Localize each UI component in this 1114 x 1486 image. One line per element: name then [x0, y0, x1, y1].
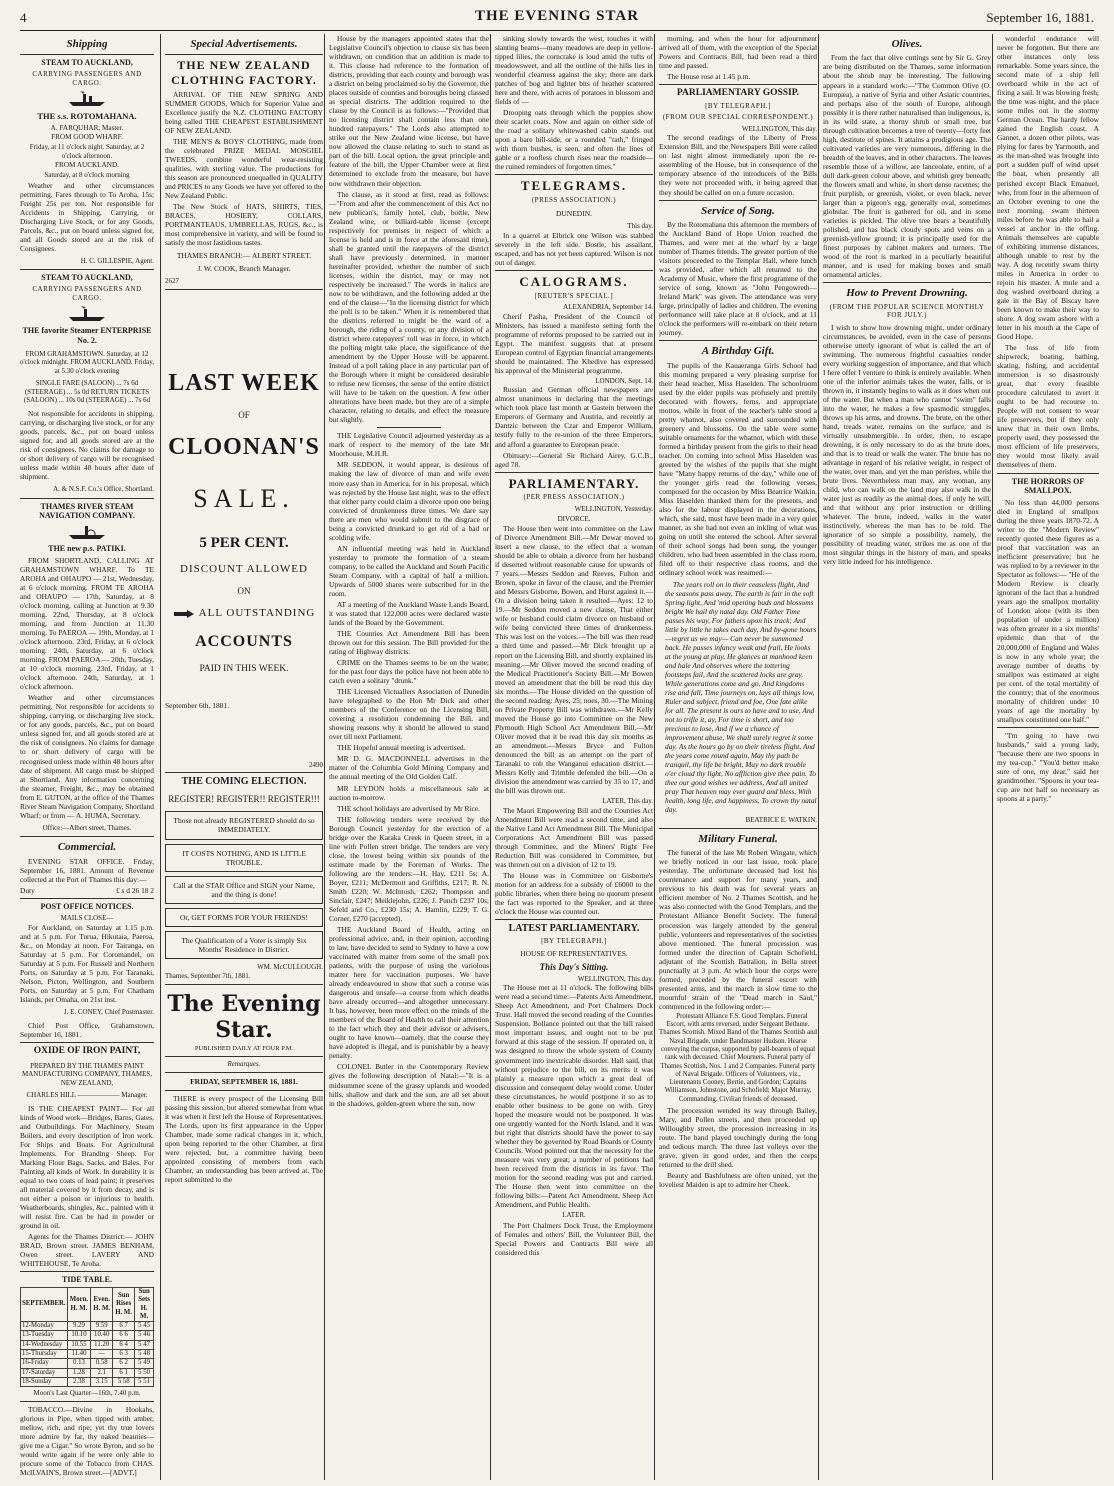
news-item: MR D. G. MACDONNELL advertises in the matter of the Columbia Gold Mining Company and the annual meeting of the Old Golden Calf. — [329, 754, 489, 782]
divider — [165, 984, 323, 985]
news-item: AN influential meeting was held in Auckland yesterday to promote the formation of a steam company, to be called the Auckland and South Pacific Steam Company, with a capital of half a million. Upwards of 5000 shares were subscribed for in the room. — [329, 543, 489, 598]
duty-amount: £ s d 26 18 2 — [116, 885, 154, 895]
post-office-subtitle: MAILS CLOSE— — [60, 913, 114, 922]
news-item: MR LEYDON holds a miscellaneous sale at auction to-morrow. — [329, 783, 489, 802]
column-local-news — [654, 34, 821, 1480]
tide-cell: 6 2 — [113, 1359, 135, 1368]
divider — [165, 772, 323, 773]
oxide-paint-text: IS THE CHEAPEST PAINT— For all kinds of Wood work—Bridges, Barns, Gates, and Outbuildings. For Machinery, Steam Boilers, and every description of Iron work. For Ships and Boats. For Agricultural Implements. For Branding Sheep. For Marking Flour Bags, Sacks, and Bales. For Painting all kinds of Work. In durability it is equal to two coats of lead paint; it preserves all material covered by it from decay, and is not either a poison or injurious to health. Weatherboards, shingles, &c., painted with it will resist fire. Can be had in powder or ground in oil. — [20, 1103, 154, 1231]
sale-outstanding-line — [165, 607, 323, 620]
divider — [659, 340, 817, 341]
tide-cell: 5 58 — [113, 1377, 135, 1386]
tobacco-ad: TOBACCO.—Divine in Hookahs, glorious in Pipe, when tipped with amber, mellow, rich, and ripe; yet thy true lovers more admire by far, thy naked beauties—give me a Cigar." So wrote Byron, and so he would write again if he were only able to procure some of the Tobacco from CHAS. McILVAIN'S, Brown street.—[ADVT.] — [20, 1404, 154, 1477]
news-item: MR SEDDON, it would appear, is desirous of making the law of divorce of man and wife even more easy than in America, for in his proposal, which was rejected by the House last night, was to the effect that either party could claim a divorce upon one being convicted of drunkenness three times. We dare say there are men who would submit to the disgrace of being a convicted drunkard to get rid of a bad or scolding wife. — [329, 460, 489, 542]
sale-paid: PAID IN THIS WEEK. — [199, 663, 289, 674]
ship-notice: Weather and other circumstances permitting. Not responsible for accidents to shipping, carrying, or discharging live stock, or for any goods, parcels, &c., put on board unless signed for, and all goods stored are at the risk of consignees. No claims for damage to or short delivery of cargo will be recognised unless made within 48 hours after date of shipment. All cargo must be shipped at Shortland. Any information concerning the steamer, Freight, &c., may be obtained from E. GUTON, at the office of the Thames River Steam Navigation Company, Shortland Wharf; or from — A. HUMA, Secretary. — [20, 693, 154, 820]
ship-agent: A. & N.S.F. Co.'s Office, Shortland. — [53, 485, 154, 494]
published-notice: PUBLISHED DAILY AT FOUR P.M. — [194, 1045, 294, 1053]
sale-discount: DISCOUNT ALLOWED — [180, 562, 308, 575]
ship-notice: Not responsible for accidents in shipping, carrying, or discharging live stock, or for any goods, parcels, &c., put on board unless signed for, and all goods stored are at the risk of consignees. No claims for damage to or short delivery of cargo will be recognised unless made within 48 hours after date of shipment. — [20, 408, 154, 482]
tide-cell: 16-Friday — [21, 1359, 68, 1368]
editorial-paragraph: House by the managers appointed states that the Legislative Council's objection to clause six has been withdrawn, on condition that an addition is made to it. This clause had reference to the formation of districts, providing that each county and borough was a district on being proclaimed so by the Governor, the places outside of counties and boroughs being classed as special districts. The addition required to the clause by the Council is as follows:—"Provided that no licensing district shall contain less than one hundred ratepayers." The Lords also attempted to strike out the New Zealand wine license, but have now allowed the clause relating to such to stand as part of the bill. Local option, the great principle and feature of the bill, the Upper Chamber were at first determined to exclude from the measure, but have now withdrawn their objection. — [329, 34, 489, 188]
olives-text: From the fact that olive cuttings sent by Sir G. Grey are being distributed on the Thames, some information about the shrub may be interesting. The following appears in a standard work:—"The Common Olive (O. Europæa), a native of Syria and other Asiatic countries, and perhaps also of the south of Europe, although possibly it is there rather naturalised than indigenous, is, in its wild state, a thorny shrub or small tree, but through cultivation becomes a tree of twenty—forty feet high, destitute of spines. It attains a prodigious age. The cultivated varieties are very numerous, differing in the breadth of the leaves, and in other characters. The leaves resemble those of a willow, are lanceolate, entire, of a dull dark-green colour above, and whitish grey beneath; the flowers small and white, in short dense racemes; the fruit purplish, or greenish, violet, or even black, never larger than a pigeon's egg, generally oval, sometimes globular. The fruit is gathered for oil, and in some varieties is pickled. The olive tree bears a beautifully polished, and has black cloudy spots and veins on a greenish-yellow ground; it is principally used for the finest purposes by cabinet makers and turners. The wood of the root is marked in a peculiarly beautiful manner, and is used for making boxes and small ornamental articles. — [823, 53, 991, 280]
ship-from-wharf-time: Friday, at 11 o'clock night. Saturday, at 2 o'clock afternoon. — [29, 143, 145, 160]
news-item: THE Licensed Victuallers Association of Dunedin have telegraphed to the Hon Mr Dick and other members of the Conference on the Licensing Bill, covering a resolution condemning the Bill, and showing reasons why it should be allowed to stand over till next Parliament. — [329, 687, 489, 742]
tide-cell: 3.15 — [91, 1377, 113, 1386]
calograms-source: [REUTER'S SPECIAL.] — [534, 291, 614, 300]
dateline: LATER. — [562, 1211, 586, 1220]
tide-cell: 2.38 — [67, 1377, 91, 1386]
ad-title: STEAM TO AUCKLAND, — [41, 58, 133, 68]
nz-clothing-text: ARRIVAL OF THE NEW SPRING AND SUMMER GOODS, Which for Superior Value and Excellence justify the N.Z. CLOTHING FACTORY being called THE CHEAPEST ESTABLISHMENT OF NEW ZEALAND. — [165, 89, 323, 135]
ship-fares: SINGLE FARE (SALOON) ... 7s 6d (STEERAGE) ... 5s 0d RETURN TICKETS (SALOON) ... 10s 0d (STEERAGE) ... 7s 6d — [23, 379, 151, 405]
column-telegrams — [490, 34, 657, 1480]
section-telegrams: TELEGRAMS. — [520, 178, 628, 194]
tide-row — [21, 1377, 154, 1386]
column-advertisements — [160, 34, 327, 1480]
paddle-steamer-icon — [67, 523, 107, 541]
sale-all-outstanding: ALL OUTSTANDING — [198, 606, 316, 619]
calogram-text: Obituary:—General Sir Richard Airey, G.C.B., aged 78. — [495, 450, 653, 469]
tide-cell: 5 49 — [135, 1359, 154, 1368]
tide-cell: 6 7 — [113, 1322, 135, 1331]
tide-cell: 5 48 — [135, 1349, 154, 1358]
ship-office: Office:—Albert street, Thames. — [42, 823, 132, 832]
nz-clothing-title: THE NEW ZEALAND CLOTHING FACTORY. — [171, 58, 317, 88]
news-item: THE Legislative Council adjourned yesterday as a mark of respect to the memory of the late Mr Moorhouse, M.H.R. — [329, 431, 489, 459]
drowning-source: (FROM THE POPULAR SCIENCE MONTHLY FOR JULY.) — [829, 302, 985, 320]
telegram-text: In a quarrel at Elbrick one Wilson was stabbed severely in the left side. Bostle, his assailant, escaped, and has not yet been captured. Wilson is not out of danger. — [495, 230, 653, 267]
section-parliamentary: PARLIAMENTARY. — [508, 475, 640, 491]
register-box: Or, GET FORMS FOR YOUR FRIENDS! — [165, 908, 323, 927]
tide-cell: 11.40 — [67, 1349, 91, 1358]
news-paragraph: sinking slowly towards the west, touches it with slanting beams—many meadows are deep in yellow-tipped lilies, the corncrake is loud amid the tufts of meadowsweet, and all the outline of the hills lies in wonderful clearness against the sky; there are dark patches of bog and lighter bits of heather scattered here and there, with acres of potatoes in blossom and fields of — — [495, 34, 653, 107]
moon-phase: Moon's Last Quarter—16th, 7.40 p.m. — [33, 1389, 141, 1398]
tide-cell: 2.1 — [91, 1368, 113, 1377]
paper-nameplate: The Evening Star. — [167, 990, 321, 1044]
calogram-text: Cherif Pasha, President of the Council of Ministers, has issued a manifesto setting forth the programme of reforms proposed to be carried out in Egypt. The manifest suggests that at present European control of Egyptian financial arrangements should be maintained. The Khedive has expressed his approval of the Ministerial programme. — [495, 311, 653, 375]
oxide-paint-manager: CHARLES HILL —————— Manager. — [26, 1091, 148, 1100]
duty-label: Duty — [20, 885, 35, 895]
sale-accounts: ACCOUNTS — [195, 633, 293, 651]
sale-last-week: LAST WEEK — [168, 370, 320, 396]
dateline: DUNEDIN. — [555, 208, 593, 218]
ship-name: THE favorite Steamer ENTERPRISE No. 2. — [22, 326, 152, 345]
section-service-of-song: Service of Song. — [701, 204, 775, 217]
divider — [495, 174, 653, 175]
ship-master: A. FARQUHAR, Master. — [50, 123, 124, 132]
news-item: THE following tenders were received by the Borough Council yesterday for the erection of a bridge over the Karaka Creek in Queen street, in a line with Pollen street bridge. The tenders are very close, the lowest being within six pounds of the estimate made by the Foreman of Works. The following are the tenders:—H. Hay, £211 5s; A. Boyer, £211; McDermott and Griffiths, £217; R. N. Smith £220; W. McIntosh, £262; Thompson and Sinclair, £247; Meiklejohn, £226; J. Punch £237 10s; Sefeld and Co., £230 15s; A. Hamlin, £229; T. G. Corner, £270 (accepted). — [329, 814, 489, 923]
tide-table — [20, 1287, 154, 1387]
tide-cell: 5 51 — [135, 1377, 154, 1386]
tide-cell: 10.40 — [91, 1331, 113, 1340]
tide-cell: 1.28 — [67, 1368, 91, 1377]
ship-name: THE s.s. ROTOMAHANA. — [37, 111, 137, 122]
nz-clothing-manager: J. W. COOK, Branch Manager. — [197, 264, 291, 274]
funeral-order: Protestant Alliance F.S. Good Templars. Funeral Escort, with arms reversed, under Sergeant Bethune. Thames Scottish. Mixed Band of the Thames Scottish and Naval Brigade, under Bandmaster Hudson. Hearse conveying the corpse, supported by pall-bearers of equal rank with deceased. Chief Mourners. Funeral party of Thames Scottish, Nos. 1 and 2 Companies. Funeral party of Naval Brigade. Officers of Volunteers, viz., Lieutenants Cooney, Bertie, and Gordon; Captains Williamson, Johnstone, and Schofield; Major Murray, Commanding. Civilian friends of deceased. — [659, 1012, 817, 1103]
divider — [20, 1271, 154, 1272]
sale-title: SALE. — [193, 483, 295, 513]
tide-cell: 11.20 — [91, 1340, 113, 1349]
divider — [997, 727, 1099, 728]
latest-source: [BY TELEGRAPH.] — [541, 937, 607, 946]
ship-notice: Weather and other circumstances permitting. Fares through to To Aroha, 15s; Freight 25s per ton. Not responsible for Accidents in Shipping, Carrying, or Discharging Live Stock, or for any Goods, Parcels, &c., put on board unless signed for, and all Goods stored are at the risk of Consignees. — [20, 180, 154, 253]
tide-cell: 6 3 — [113, 1349, 135, 1358]
divider — [20, 1042, 154, 1043]
section-birthday-gift: A Birthday Gift. — [701, 345, 775, 358]
newspaper-columns — [20, 34, 1099, 1480]
ship-agent: H. C. GILLESPIE, Agent. — [80, 256, 154, 265]
smallpox-text: No less than 44,000 persons died in England of smallpox during the three years 1870-72. A writer to the "Modern Review" recently quoted these figures as a proof that vaccination was an inefficient preservative; but he was replied to by a reviewer in the Spectator as follows:— "He of the Modern Review is clearly ignorant of the fact that a hundred years ago the smallpox mortality of London alone (with its then population of under a million) was often greater in a six months' epidemic than that of the 20,000,000 of England and Wales is now in any whole year; the average number of deaths by smallpox was estimated at eight per cent. of the total mortality of the country; that of the enormous mortality of children under 10 years of age the mortality by smallpox constituted one half." — [997, 498, 1099, 724]
nz-clothing-branch: THAMES BRANCH:— ALBERT STREET. — [176, 251, 312, 261]
tide-cell: 6 1 — [113, 1368, 135, 1377]
post-office-title: POST OFFICE NOTICES. — [40, 901, 134, 911]
section-latest-parliamentary: LATEST PARLIAMENTARY. — [508, 922, 640, 934]
page-number: 4 — [20, 10, 27, 25]
tide-cell: 5 50 — [135, 1368, 154, 1377]
post-office-date: Chief Post Office, Grahamstown, September 16, 1881. — [20, 1020, 154, 1039]
divider — [20, 269, 154, 270]
parliamentary-text: The Maori Empowering Bill and the Counties Act Amendment Bill were read a second time, and also the Native Land Act Amendment Bill. The Municipal Corporations Act Amendment Bill was passed through Committee, and the Miners' Right Fee Reduction Bill was considered in Committee, but was thrown out on a division of 12 to 19. — [495, 805, 653, 869]
song-text: By the Rotomahana this afternoon the members of the Auckland Band of Hope Union reached the Thames, and were met at the wharf by a large number of Thames friends. The greater portion of the visitors proceeded to the Templar Hall, where lunch was provided, after which all returned to the Academy of Music, where the first programme of the service of song, known as "John Pengowreth—Ireland Mark" was given. The attendance was very large, principally of ladies and children. The evening performance will take place at 8 o'clock, and at 11 o'clock the performers will re-embark on their return journey. — [659, 219, 817, 338]
dateline: LATER, This day. — [602, 797, 653, 805]
anecdote: "I'm going to have two husbands," said a young lady, "because there are two spoons in my tea-cup." "You'd better make sure of one, my dear," said her grandmother. "Spoons in your tea-cup are not half so necessary as spoons at a party." — [997, 730, 1099, 803]
column-miscellany — [992, 34, 1099, 1480]
divider — [823, 282, 991, 283]
tide-header-cell: Morn. H. M. — [67, 1287, 91, 1321]
ship-from-auckland-time: Saturday, at 8 o'clock morning — [44, 170, 130, 179]
newspaper-title: THE EVENING STAR — [474, 8, 640, 24]
post-office-text: For Auckland, on Saturday at 1.15 p.m. and at 5 p.m. For Turua, Hikutaia, Paeroa, &c., on Monday at noon. For Tairanga, on Saturday at 5 p.m. For Coromandel, on Saturday at 5 p.m. For Russell and Northern Ports, on Saturday at 5 p.m. For Taranaki, Nelson, Picton, Wellington, and Southern Ports, on Saturday at 5 p.m. For Chatham Islands, per Omaha, on 21st inst. — [20, 923, 154, 1005]
divider — [20, 1401, 154, 1402]
parliamentary-source: (PER PRESS ASSOCIATION.) — [523, 493, 625, 502]
gossip-source: [BY TELEGRAPH.] — [705, 101, 771, 110]
tide-cell: — — [91, 1349, 113, 1358]
tide-cell: 5 46 — [135, 1331, 154, 1340]
tide-cell: 10.10 — [67, 1331, 91, 1340]
divider — [20, 54, 154, 55]
tide-cell: 14-Wednesday — [21, 1340, 68, 1349]
issue-date: September 16, 1881. — [986, 10, 1094, 25]
register-signature: WM. McCULLOUGH. — [257, 963, 323, 972]
ship-from-wharf: FROM GOOD WHARF. — [51, 133, 123, 142]
ad-number: 2490 — [309, 760, 323, 769]
tide-row — [21, 1331, 154, 1340]
divider — [495, 472, 653, 473]
postmaster-signature: J. E. CONEY, Chief Postmaster. — [63, 1008, 154, 1017]
section-special-advertisements: Special Advertisements. — [190, 38, 298, 50]
sitting-text: The House met at 11 o'clock. The following bills were read a second time:—Patents Acts Amendment, Sheep Act Amendment, and Port Chalmers Dock Trust. Hall moved the second reading of the Counties Suspension. Bollance pointed out that the bill raised most important issues, and ought not to be put forward at this stage of the session. If operated on, it was designed to throw the whole system of County government into inextricable disorder. Hall said, that without prejudice to the bill, on its merits it was plainly a measure upon which a great deal of discussion and consequent delay would come. Under these circumstances, he would postpone it so as to enable other business to be gone on with. Grey hoped the measure would not be postponed. It was one urgently wanted for the North Island, and it was but right that districts should have the power to say whether they be governed by Road Boards or County Councils. Wood pointed out that the necessity for the measure was very great; a number of petitions had been received from the districts in its favor. The motion for the second reading was put and carried. The House then went into committee on the following bills:—Patent Act Amendment, Sheep Act Amendment, and Public Health. — [495, 983, 653, 1210]
tide-header-cell: Sun Rises H. M. — [113, 1287, 135, 1321]
tide-cell: 17-Saturday — [21, 1368, 68, 1377]
gossip-text: The second readings of the Liberty of Press Extension Bill, and the Newspapers Bill were called on last night almost immediately upon the re-assembling of the House, but in consequence of the temporary absence of the introducers of the Bills they were not proceeded with, it being agreed that they should be called on on a future occasion. — [659, 133, 817, 197]
oxide-paint-subtitle: PREPARED BY THE THAMES PAINT MANUFACTURING COMPANY, THAMES, NEW ZEALAND, — [21, 1061, 153, 1087]
tide-cell: 9.29 — [67, 1322, 91, 1331]
ship-from-auckland: FROM AUCKLAND. — [55, 161, 119, 170]
verse-author: BEATRICE E. WATKIN. — [745, 816, 817, 825]
divider — [165, 1090, 323, 1091]
duty-line — [20, 886, 154, 895]
oxide-paint-agents: Agents for the Thames District:— JOHN BRAD, Brown street. JAMES BENHAM, Owen street. LAVERY AND WHITEHOUSE, Te Aroha. — [20, 1232, 154, 1269]
tide-cell: 9.59 — [91, 1322, 113, 1331]
dateline: WELLINGTON, This day. — [577, 974, 653, 983]
section-smallpox: THE HORRORS OF SMALLPOX. — [1011, 476, 1085, 496]
divider — [165, 289, 323, 290]
gift-text: The pupils of the Kauaeranga Girls School had this morning prepared a very pleasing surprise for their head teacher, Miss Haselden. The schoolroom used by the elder pupils was profusely and prettily decorated with flowers, ferns, and appropriate mottos, while in front of the teacher's table stood a pretty whatnot, also covered and surrounded with greenery and blossoms. On the table were some suitable ornaments for the whatnot, which with these formed a birthday present from the girls to their head teacher. On coming into school Miss Haselden was greeted by the wishes of the pupils that she might have "Many happy returns of the day," while one of the younger girls read the following verses, composed for the occasion by Miss Beatrice Watkin. Miss Haselden thanked them for the presents, and also for the labour displayed in the decorations, which, she said, must have been made in a very quiet manner, as she had not even an inkling of what was going on until she entered the school. After several of their school songs had been sung, the younger children, who had been assembled in the class room, filed off to their respective class rooms, and the ordinary school work was resumed:— — [659, 360, 817, 578]
ship-times: FROM GRAHAMSTOWN. Saturday, at 12 o'clock midnight. FROM AUCKLAND. Friday, at 5.30 o'clock evening — [20, 349, 155, 375]
section-commercial: Commercial. — [57, 841, 117, 854]
sale-discount-percent: 5 PER CENT. — [199, 535, 289, 552]
tide-cell: 10.55 — [67, 1340, 91, 1349]
editorial-date: FRIDAY, SEPTEMBER 16, 1881. — [190, 1076, 298, 1086]
editorial-text: THERE is every prospect of the Licensing Bill passing this session, but altered somewhat from what it was when it first left the House of Representatives. The Lords, upon its first appearance in the Upper Chamber, made some radical changes in it, which, upon being reported to the other Chamber, at first were rejected, but, a committee having been appointed consisting of members from each Chamber, an understanding has been arrived at. The report submitted to the — [165, 1093, 323, 1185]
divider — [659, 84, 817, 85]
pointing-hand-icon — [173, 609, 195, 619]
dateline: ALEXANDRIA, September 14. — [563, 303, 653, 312]
tide-cell: 15-Thursday — [21, 1349, 68, 1358]
register-box: IT COSTS NOTHING, AND IS LITTLE TROUBLE. — [165, 844, 323, 872]
divider — [165, 1056, 323, 1057]
register-banner: REGISTER! REGISTER!! REGISTER!!! — [168, 794, 320, 805]
sitting-title: This Day's Sitting. — [539, 961, 609, 972]
ad-number: 2627 — [165, 277, 179, 286]
tide-header-cell: Sun Sets H. M. — [135, 1287, 154, 1321]
oxide-paint-title: OXIDE OF IRON PAINT, — [33, 1045, 141, 1056]
ad-subtitle: CARRYING PASSENGERS AND CARGO. — [32, 285, 142, 302]
tide-cell: 12-Monday — [21, 1322, 68, 1331]
news-item: THE Counties Act Amendment Bill has been thrown out for this session. The Bill provided for the rating of Highway districts. — [329, 629, 489, 657]
subhead-divorce: DIVORCE. — [557, 514, 591, 523]
dateline: WELLINGTON, Yesterday. — [574, 505, 653, 513]
section-drowning: How to Prevent Drowning. — [846, 287, 968, 300]
sitting-text: The House rose at 1.45 p.m. — [667, 72, 751, 82]
gossip-correspondent: (FROM OUR SPECIAL CORRESPONDENT.) — [662, 113, 814, 122]
divider — [165, 54, 323, 55]
beauty-note: Beauty and Bashfulness are often united, yet the loveliest Maiden is apt to admire her Cheek. — [659, 1171, 817, 1190]
tide-cell: 6 4 — [113, 1340, 135, 1349]
birthday-verse: The years roll on in their ceaseless flight, And the seasons pass away, The earth is fair in the soft Spring light, And 'mid opening buds and blossoms bright We hail thy natal day. Old Father Time passes his way, For fathers upon his track; And little by little he takes each day, And by-gone hours—regret as we may— Can never be summoned back. He passes infancy weak and frail, He looks at the young at play, He glances at manhood keen and hale And observes where the tottering footsteps fail, And the scattered locks are gray. While generations come and go, And kingdoms rise and fall, Time journeys on, lays all things low, Ruler and subject, friend and foe, One fate alike for all. The present is ours to have and to use, And not to trifle it, ay, For time is short, and too precious to lose, And if we a chance of improvement abuse, We shall surely regret it some day. As the hours go by on their tireless flight, And the years come round again, May thy path be tranquil, thy life be bright, May no dark trouble o'er cloud thy light, No affliction give thee pain. To thee our good wishes we address, And all united pray That heaven may ever guard and bless, With health, long life, and happiness, To crown thy natal day. — [665, 579, 817, 815]
register-box: Those not already REGISTERED should do so IMMEDIATELY. — [165, 811, 323, 839]
sitting-text: morning, and when the hour for adjournment arrived all of them, with the exception of the Special Powers and Contracts Bill, had been read a third time and passed. — [659, 34, 817, 71]
column-editorial — [324, 34, 493, 1480]
steamship-icon — [67, 90, 107, 108]
tide-cell: 6 6 — [113, 1331, 135, 1340]
nz-clothing-text: THE MEN'S & BOYS' CLOTHING, made from the celebrated PRIZE MEDAL MOSGIEL TWEEDS, combine wonderful wear-resisting qualities, with sterling value. The productions for this season are pronounced unequalled in QUALITY and PRICES to any Goods we have yet offered to the New Zealand Public. — [165, 136, 323, 200]
divider — [495, 919, 653, 920]
election-title: THE COMING ELECTION. — [181, 776, 307, 788]
ship-name: THE new p.s. PATIKI. — [48, 544, 126, 554]
news-item: THE school holidays are advertised by Mr Rice. — [337, 803, 480, 813]
news-item: THE Auckland Board of Health, acting on professional advice, and, in their opinion, according to law, have decided to send to Sydney to have a cow vaccinated with matter from some of the small pox patients, with the purpose of using the variolous matter here for vaccination purposes. We have already endeavoured to show that such a course was dangerous and unsafe—a course from which deaths have already occurred—and altogether unnecessary. It has, however, been more effect on the minds of the members of the Board of Health to call their attention to the fact which they and their advisor or advisers, ought to have known—namely, that the course they have adopted is illegal, and is punishable by a heavy penalty. — [329, 924, 489, 1061]
editorial-paragraph: The clause, as it stood at first, read as follows:—"From and after the commencement of this Act no new publican's, family hotel, club, bottle, New Zealand wine, or billiard-table license (except respectively for premises in respect of which a license is held and is in force at the aforesaid time), shall be granted until the ratepayers of the district shall have previously determined, in manner hereinafter provided, whether the number of such licenses, within the district, may or may not respectively be increased." The words in italics are now to be withdrawn, and the following added at the end of the clause—"In the licensing district for which the poll is to be taken." When it is remembered that the districts referred to might be the ward of a borough, the riding of a county, or any division of a district where ratepayers' roll was in force, in which the polling might take place, the significance of the amendment by the Upper House will be apparent. Instead of a poll taking place in any particular part of the Borough where it might be considered desirable to refuse new licenses, the sense of the entire district will have to be taken on the question. A few other alterations have been made, but they are of a simple character, relating to details, and effect the measure but slightly. — [329, 189, 489, 425]
tide-row — [21, 1340, 154, 1349]
funeral-text: The funeral of the late Mr Robert Wingate, which we briefly noticed in our last issue, took place yesterday. The unfortunate deceased had lost his countenance and support for many years, and previous to his death was for several years an efficient member of No. 2 Thames Scottish, and he was also connected with the Good Templars, and the Protestant Alliance Benefit Society. The funeral procession was largely attended by the general public, volunteers and representatives of the societies above mentioned. The funeral procession was formed under the direction of Captain Schofield, adjutant of the Scottish Battalion, in Bella street punctually at 3 p.m. At which hour the corps were formed, preceded by the funeral escort with presented arms, and the march in slow time to the mournful strain of the "Dead march in Saul," commenced in the following order:— — [659, 848, 817, 1011]
column-features — [818, 34, 995, 1480]
tide-table-title: TIDE TABLE. — [62, 1275, 112, 1285]
register-box: The Qualification of a Voter is simply Six Months' Residence in District. — [165, 931, 323, 959]
divider — [377, 427, 441, 428]
section-calograms: CALOGRAMS. — [519, 273, 629, 289]
sitting-text: The Port Chalmers Dock Trust, the Employment of Females and others' Bill, the Volunteer Bill, the Special Powers and Contracts Bill were all considered this — [495, 1220, 653, 1257]
tide-row — [21, 1322, 154, 1331]
divider — [659, 828, 817, 829]
drowning-continued: wonderful endurance will never be forgotten. But there are other instances only less remarkable. Some years since, the second mate of a ship fell overboard while in the act of fixing a sail. It was blowing fresh; the time was night, and the place some miles out in the stormy German Ocean. The hardy fellow gained the English coast. A Gannet, a dozen other pilots, was plying for fares by Yarmouth, and as the man-shed was brought into port a sudden puff of wind upset the boat, when presently all perished except Black Emanuel, who, from four in the afternoon of an October evening to one the next morning, swam thirteen miles before he was able to hail a vessel at anchor in the offing. Animals themselves are capable of exhibiting immense distances, although unable to rest by the way. A dog recently swam thirty miles in America in order to rejoin his master. A mule and a dog washed overboard during a gale in the Bay of Biscay have been known to make their way to shore. A dog swam ashore with a letter in his mouth at the Cape of Good Hope. — [997, 34, 1099, 342]
parliamentary-text: The House then went into committee on the Law of Divorce Amendment Bill.—Mr Dewar moved to insert a new clause, to the effect that a woman should be able to obtain a divorce from her husband if deserted without reasonable cause for upwards of 7 years.—Messrs Seddon and Reeves, Fulton and Brown, spoke in favor of the clause, and the Premier and Messrs Gisborne, Bowen, and Hurst against it.—On a division being taken it resulted—Ayes: 12 to 19.—Mr Seddon moved a new clause, That either wife or husband could claim divorce on husband or wife being convicted three times of drunkenness. This was lost on the voices.—The bill was then read a third time and passed.—Mr Dick brought up a report on the Licensing Bill, and shortly explained its meaning.—Mr Oliver moved the second reading of the Medical Practitioner's Society Bill.—Mr Bowen moved an amendment that the bill be read this day six months.—The House divided on the question of the second reading: Ayes, 25; noes, 30.—The Mining on Private Property Bill was withdrawn.—Mr Kelly moved the House go into Committee on the New Plymouth High School Act Amendment Bill.—Mr Oliver moved that it be read this day six months as an amendment.—Messrs Bryce and Fulton denounced the bill as an attempt on the part of Taranaki to rob the Wanganui education district.—Messrs Kelly and Trimble defended the bill.—On a division the amendment was carried by 35 to 17, and the bill was thrown out. — [495, 524, 653, 795]
news-item: THE Hopeful annual meeting is advertised. — [337, 743, 466, 753]
sale-cloonans: CLOONAN'S — [168, 434, 320, 461]
ad-subtitle: CARRYING PASSENGERS AND CARGO. — [32, 70, 142, 87]
tide-header-cell: SEPTEMBER. — [21, 1287, 68, 1321]
tide-cell: 5 45 — [135, 1322, 154, 1331]
tide-header-cell: Even. H. M. — [91, 1287, 113, 1321]
nz-clothing-text: The New Stock of HATS, SHIRTS, TIES, BRACES, HOSIERY, COLLARS, PORTMANTEAUS, UMBRELLAS, RUGS, &c., is most comprehensive in variety, and will be found to satisfy the most fastidious tastes. — [165, 202, 323, 248]
ad-title: STEAM TO AUCKLAND, — [41, 273, 133, 283]
divider — [997, 473, 1099, 474]
calogram-text: Russian and German official newspapers are almost unanimous in declaring that the meetings which took place last month at Gastein between the Emperors of Germany and Austria, and recently at Dantzic between the Czar and Emperor William, testify fully to the re-union of the three Emperors, and afford a guarantee to European peace. — [495, 385, 653, 449]
masthead — [20, 8, 1094, 31]
spacer — [165, 711, 323, 761]
sale-on: ON — [237, 585, 251, 596]
drowning-continued: The loss of life from shipwreck, boating, bathing, skating, fishing, and accidental immersion is so disastrously great, that every feasible procedure calculated to avert it ought to be had recourse to. People will not consent to wear life preservers, but if they only knew that in their own limbs, properly used, they possessed the most efficient of life preservers, they would most likely avail themselves of them. — [997, 343, 1099, 470]
tide-cell: 0.58 — [91, 1359, 113, 1368]
sale-date: September 6th, 1881. — [165, 701, 230, 711]
section-military-funeral: Military Funeral. — [698, 832, 778, 845]
parliamentary-text: The House was in Committee on Gisborne's motion for an address for a subsidy of £6000 to the public libraries, when there being no quorum present the fact was reported to the Speaker, and at three o'clock the House was counted out. — [495, 870, 653, 916]
steamship-icon — [67, 305, 107, 323]
dateline: WELLINGTON, This day. — [741, 124, 817, 133]
sale-of: OF — [238, 410, 250, 421]
divider — [20, 498, 154, 499]
ad-title: THAMES RIVER STEAM NAVIGATION COMPANY. — [39, 501, 135, 521]
commercial-text: EVENING STAR OFFICE. Friday, September 16, 1881. Amount of Revenue collected at the Port of Thames this day:— — [20, 856, 154, 884]
dateline-time: This day. — [627, 222, 653, 230]
divider — [20, 898, 154, 899]
tide-cell: 18-Sunday — [21, 1377, 68, 1386]
news-item: CRIME on the Thames seems to be on the wane; for the past four days the police have not been able to catch even a solitary "drunk." — [329, 658, 489, 686]
tide-cell: 5 47 — [135, 1340, 154, 1349]
tide-cell: 0.13 — [67, 1359, 91, 1368]
divider — [495, 270, 653, 271]
register-box: Call at the STAR Office and SIGN your Name, and the thing is done! — [165, 876, 323, 904]
register-date: Thames, September 7th, 1881. — [165, 972, 251, 981]
drowning-text: I wish to show how drowning might, under ordinary circumstances, be avoided, even in the case of persons otherwise utterly ignorant of what is called the art of swimming. The numerous frightful casualties render every working suggestion of importance, and that which I here offer I venture to think is entirely available. When one of the inferior animals takes the water, falls, or is thrown in, it instantly begins to walk as it does when out of the water. But when a man who cannot "swim" falls into the water, he makes a few spasmodic struggles, throws up his arms, and drowns. The brute, on the other hand, treads water, remains on the surface, and is virtually unsubmergible. In order, then, to escape drowning, it is only necessary to do as the brute does, and that is to tread or walk the water. The brute has no advantage in regard of his relative weight, in respect of the water, over man, and yet the man perishes, while the brute lives. Nevertheless man may, any woman, any child, who can walk on the land may also walk in the water just as readily as the animal does, if only he will, and that without any prior instruction or drilling whatever. The brute, indeed, walks in the water instinctively, whereas the man has to be told. The ignorance of so simple a possibility, namely, the possibility of treading water, strikes me as one of the most singular things in the history of man, and speaks very little indeed for his intelligence. — [823, 322, 991, 567]
nameplate-remark: Remarques. — [227, 1060, 261, 1069]
tide-cell: 13-Tuesday — [21, 1331, 68, 1340]
news-paragraph: Drooping oats through which the poppies show their scarlet coats. Now and again on either side of the road a solitary whitewashed cabin stands out upon a bare hill-side, or a rounded "rath," fringed with thorn bushes, is seen, and often the lines of gable or a roofless church rises near the roadside—the ruined reminders of forgotten times." — [495, 108, 653, 172]
news-item: AT a meeting of the Auckland Waste Lands Board, it was stated that 122,000 acres were declared waste lands of the Board by the Government. — [329, 599, 489, 627]
divider — [659, 200, 817, 201]
tide-row — [21, 1349, 154, 1358]
ship-schedule: FROM SHORTLAND, CALLING AT GRAHAMSTOWN WHARF. To TE AROHA and OHAUPO — 21st, Wednesday, at 6 o'clock morning. FROM TE AROHA and OHAUPO — 17th, Saturday, at 8 o'clock morning, calling at Junction at 9.30 morning. 22nd, Thursday, at 8 o'clock morning, and from Junction at 11.30 morning. To PAEROA — 19th, Monday, at 1 o'clock afternoon. 23rd, Friday, at 6 o'clock morning. 24th, Saturday, at 6 o'clock morning. FROM PAEROA — 20th, Tuesday, at 10 o'clock morning. 23rd, Friday, at 1 o'clock afternoon. 24th, Saturday, at 1 o'clock afternoon. — [20, 555, 154, 692]
house-title: HOUSE OF REPRESENTATIVES. — [520, 948, 628, 958]
section-shipping: Shipping — [66, 38, 108, 50]
spacer — [165, 293, 323, 363]
funeral-text: The procession wended its way through Bailey, Mary, and Pollen streets, and then proceeded up Willoughby street, the procession increasing in its route. The band played touchingly during the long and tedious march. The three last volleys over the grave, given in good order, and then the corps returned to the drill shed. — [659, 1105, 817, 1170]
news-item: COLONEL Butler in the Contemporary Review gives the following description of Natal:—"It is a midsummer scene of the grassy uplands and wooded hills, shallow and dark and the sun, are all set about in the shadows, golden-green where the sun, now — [329, 1062, 489, 1108]
dateline: LONDON, Sept. 14. — [595, 376, 653, 385]
telegrams-source: (PRESS ASSOCIATION.) — [531, 196, 617, 205]
divider — [165, 1072, 323, 1073]
section-olives: Olives. — [891, 38, 923, 50]
tide-row — [21, 1359, 154, 1368]
column-shipping — [20, 34, 158, 1480]
divider — [20, 836, 154, 837]
section-parliamentary-gossip: PARLIAMENTARY GOSSIP. — [676, 88, 800, 99]
tide-row — [21, 1368, 154, 1377]
